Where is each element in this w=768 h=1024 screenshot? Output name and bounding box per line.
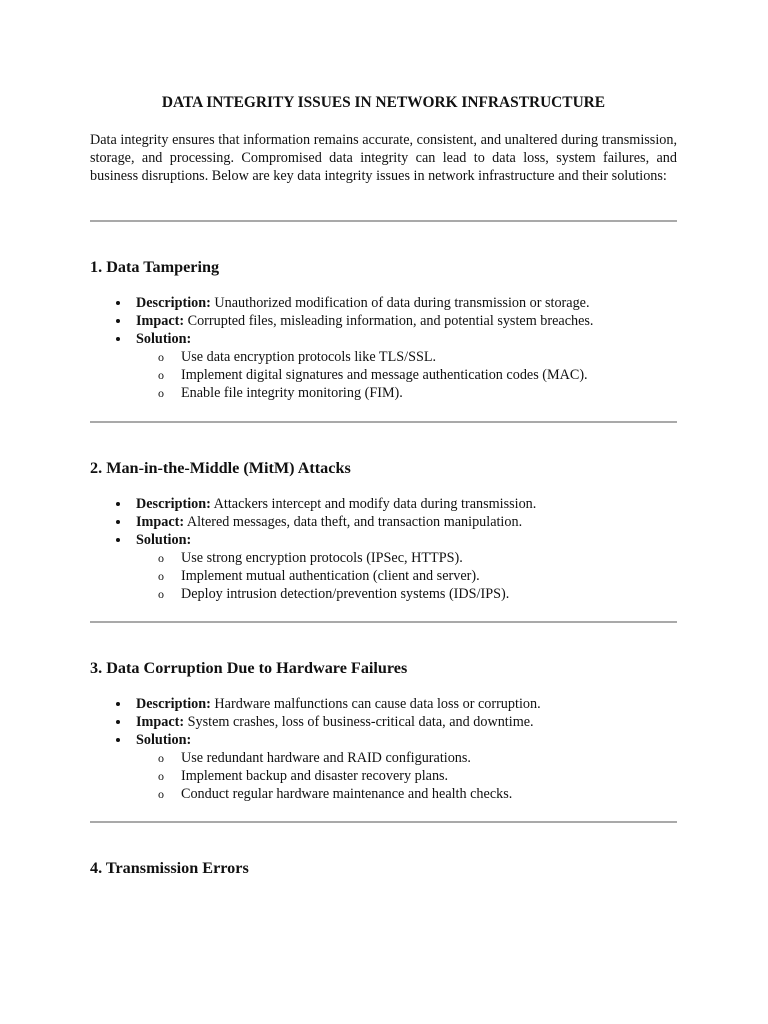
solution-text: Implement digital signatures and message authentication codes (MAC). [181,367,588,383]
circle-bullet-icon: o [158,368,164,382]
bullet-list [90,294,677,402]
section-heading: 1. Data Tampering [90,258,220,276]
description-label: Description: [136,696,211,712]
solution-entry [136,366,677,384]
section-transmission-errors [90,858,677,878]
section-heading: 2. Man-in-the-Middle (MitM) Attacks [90,459,351,477]
solution-list [136,348,677,402]
impact-label: Impact: [136,714,185,730]
description-item [90,695,677,713]
section-hardware-failures [90,658,677,802]
bullet-list [90,695,677,803]
impact-text: Corrupted files, misleading information, and potential system breaches. [184,313,594,329]
circle-bullet-icon: o [158,769,164,783]
circle-bullet-icon: o [158,569,164,583]
impact-item [90,513,677,531]
impact-text: System crashes, loss of business-critical data, and downtime. [184,714,534,730]
solution-item [90,731,677,803]
impact-label: Impact: [136,514,185,530]
description-item [90,294,677,312]
solution-entry [136,384,677,402]
impact-item [90,312,677,330]
solution-list [136,549,677,603]
bullet-icon [116,502,120,506]
solution-text: Enable file integrity monitoring (FIM). [181,385,403,401]
bullet-icon [116,337,120,341]
solution-entry [136,585,677,603]
circle-bullet-icon: o [158,386,164,400]
solution-entry [136,767,677,785]
solution-item [90,531,677,603]
solution-list [136,749,677,803]
impact-label: Impact: [136,313,185,329]
solution-entry [136,749,677,767]
circle-bullet-icon: o [158,751,164,765]
document-title: DATA INTEGRITY ISSUES IN NETWORK INFRASTRUCTURE [161,94,606,111]
solution-entry [136,549,677,567]
section-divider [90,421,677,423]
circle-bullet-icon: o [158,587,164,601]
solution-text: Use data encryption protocols like TLS/SSL. [181,349,437,365]
bullet-icon [116,720,120,724]
solution-text: Use redundant hardware and RAID configurations. [181,750,471,766]
solution-label: Solution: [136,532,192,548]
circle-bullet-icon: o [158,787,164,801]
section-divider [90,621,677,623]
bullet-icon [116,301,120,305]
solution-entry [136,348,677,366]
description-text: Attackers intercept and modify data during transmission. [210,496,537,512]
intro-paragraph: Data integrity ensures that information remains accurate, consistent, and unaltered during transmission, storage, and processing. Compromised data integrity can lead to data loss, system failures, and business disruptions. Below are key data integrity issues in network infrastructure and their solutions: [90,132,677,184]
section-heading: 3. Data Corruption Due to Hardware Failures [90,659,408,677]
bullet-icon [116,702,120,706]
circle-bullet-icon: o [158,551,164,565]
solution-label: Solution: [136,732,192,748]
solution-label: Solution: [136,331,192,347]
section-divider [90,220,677,222]
solution-text: Use strong encryption protocols (IPSec, HTTPS). [181,550,463,566]
solution-entry [136,785,677,803]
solution-text: Implement mutual authentication (client and server). [181,568,480,584]
description-label: Description: [136,496,211,512]
section-data-tampering [90,257,677,401]
circle-bullet-icon: o [158,350,164,364]
section-divider [90,821,677,823]
section-mitm-attacks [90,458,677,602]
description-item [90,495,677,513]
bullet-icon [116,520,120,524]
solution-text: Deploy intrusion detection/prevention systems (IDS/IPS). [181,586,510,602]
solution-entry [136,567,677,585]
impact-text: Altered messages, data theft, and transaction manipulation. [184,514,523,530]
description-label: Description: [136,295,211,311]
solution-text: Conduct regular hardware maintenance and health checks. [181,786,513,802]
impact-item [90,713,677,731]
bullet-icon [116,738,120,742]
bullet-icon [116,538,120,542]
solution-item [90,330,677,402]
description-text: Hardware malfunctions can cause data loss or corruption. [210,696,541,712]
bullet-icon [116,319,120,323]
section-heading: 4. Transmission Errors [90,859,249,877]
bullet-list [90,495,677,603]
description-text: Unauthorized modification of data during transmission or storage. [210,295,590,311]
solution-text: Implement backup and disaster recovery plans. [181,768,449,784]
